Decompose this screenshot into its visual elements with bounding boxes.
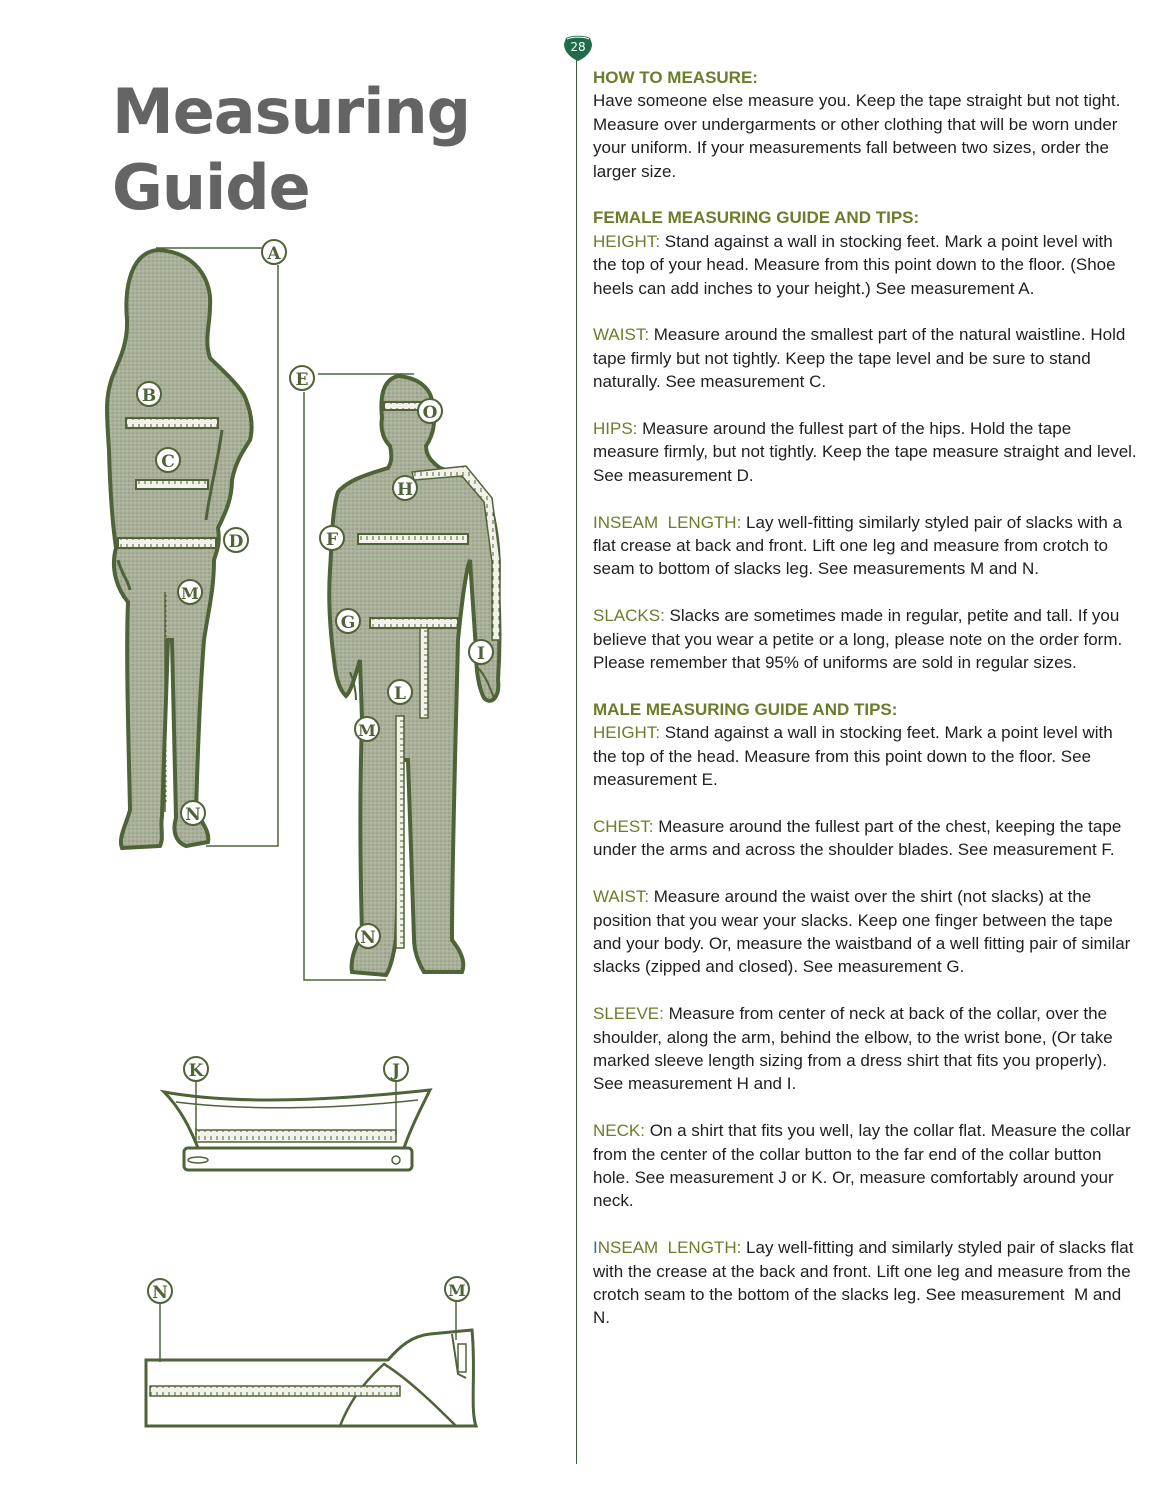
male-waist-section [593,885,1138,979]
label-b [137,382,161,406]
male-inseam-text: Lay well-fitting and similarly styled pair of slacks flat with the crease at the back and front. Lift one leg and measure from the crotch seam to the bottom of the slacks leg. See measurement M and N. [593,1238,1139,1328]
label-c-text: C [161,452,175,472]
label-g [336,609,360,633]
label-i-text: I [477,644,485,664]
label-a-text: A [267,244,281,264]
label-m-female-text: M [181,584,199,603]
female-slacks-text: Slacks are sometimes made in regular, petite and tall. If you believe that you wear a petite or a long, please note on the order form. Please remember that 95% of uniforms are sold in regular sizes. [593,606,1123,673]
male-sleeve-section [593,1002,1138,1096]
female-slacks-section [593,604,1138,674]
label-n-slacks [148,1279,172,1303]
female-inseam-text: Lay well-fitting similarly styled pair of slacks with a flat crease at back and front. Lift one leg and measure from crotch to seam to bottom of slacks leg. See measurements M and N. [593,512,1123,579]
collar-illustration [164,1080,430,1170]
female-waist-text: Measure around the smallest part of the natural waistline. Hold tape firmly but not tightly. Keep the tape level and be sure to stand naturally. See measurement C. [593,325,1126,392]
male-figure [304,374,500,980]
label-m-slacks [445,1277,469,1301]
label-o [418,399,442,423]
male-heading: MALE MEASURING GUIDE AND TIPS: [593,699,898,719]
label-k [184,1057,208,1081]
label-m-slacks-text: M [448,1281,466,1300]
label-m-male-text: M [358,721,376,740]
column-divider [576,56,577,1464]
male-chest-section [593,815,1138,862]
label-d-text: D [228,532,244,552]
female-figure [107,248,278,848]
how-to-heading: HOW TO MEASURE: [593,68,758,87]
label-o-text: O [422,403,438,423]
page-number-badge [563,34,593,62]
female-waist-section [593,323,1138,393]
label-c [156,448,180,472]
label-m-female [178,580,202,604]
male-sleeve-label: SLEEVE: [593,1004,664,1024]
title-line-1: Measuring [112,75,470,148]
male-waist-text: Measure around the waist over the shirt (not slacks) at the position that you wear your slacks. Keep one finger between the tape and your body. Or, measure the waistband of a well fitting pair of similar slacks (zipped and closed). See measurement G. [593,887,1131,977]
male-sleeve-text: Measure from center of neck at back of the collar, over the shoulder, along the arm, behind the elbow, to the wrist bone, (Or take marked sleeve length sizing from a dress shirt that fits you properly). See measurement H and I. [593,1004,1113,1094]
male-inseam-label-first: I [593,1238,598,1258]
label-h [393,476,417,500]
label-i [469,640,493,664]
male-height-label: HEIGHT: [593,723,661,743]
female-inseam-section [593,511,1138,581]
male-neck-text: On a shirt that fits you well, lay the collar flat. Measure the collar from the center of the collar button to the far end of the collar button hole. See measurement J or K. Or, measure comfortably around your neck. [593,1121,1131,1211]
female-height-section [593,206,1138,300]
female-height-label: HEIGHT: [593,231,661,251]
male-waist-label: WAIST: [593,887,650,907]
label-l [388,680,412,704]
label-n-female [181,801,205,825]
label-e [290,366,314,390]
female-hips-text: Measure around the fullest part of the hips. Hold the tape measure firmly, but not tightly. Keep the tape measure straight and level. See measurement D. [593,419,1137,485]
page-number: 28 [570,40,586,54]
male-neck-label: NECK: [593,1121,645,1141]
label-n-female-text: N [185,805,201,825]
female-heading: FEMALE MEASURING GUIDE AND TIPS: [593,208,920,228]
label-l-text: L [394,684,406,704]
title-line-2: Guide [112,151,310,224]
label-j [384,1057,408,1081]
male-height-text: Stand against a wall in stocking feet. Mark a point level with the top of the head. Measure from this point down to the floor. See measurement E. [593,723,1113,790]
female-hips-section [593,417,1138,487]
female-slacks-label: SLACKS: [593,606,665,626]
male-neck-section [593,1119,1138,1213]
label-d [224,528,248,552]
label-f-text: F [325,530,339,550]
measuring-text [593,66,1138,1353]
male-inseam-label: NSEAM LENGTH: [597,1238,742,1258]
label-n-male-text: N [360,928,376,948]
male-chest-label: CHEST: [593,816,654,836]
label-h-text: H [396,480,414,500]
male-height-section [593,698,1138,792]
male-inseam-section [593,1236,1138,1330]
label-f [320,526,344,550]
slacks-illustration [146,1302,476,1426]
how-to-section [593,66,1138,183]
label-m-male [355,717,379,741]
female-inseam-label: INSEAM LENGTH: [593,512,742,532]
female-hips-label: HIPS: [593,419,638,439]
label-e-text: E [295,370,309,390]
label-n-male [356,924,380,948]
label-n-slacks-text: N [152,1283,168,1303]
label-g-text: G [340,613,356,633]
female-height-text: Stand against a wall in stocking feet. Mark a point level with the top of your head. Measure from this point down to the floor. (Shoe heels can add inches to your height.) See measurement A. [593,231,1116,298]
label-j-text: J [391,1061,401,1081]
female-waist-label: WAIST: [593,325,650,345]
how-to-text: Have someone else measure you. Keep the tape straight but not tight. Measure over undergarments or other clothing that will be worn under your uniform. If your measurements fall between two sizes, order the larger size. [593,91,1121,181]
male-chest-text: Measure around the fullest part of the chest, keeping the tape under the arms and across the shoulder blades. See measurement F. [593,816,1122,860]
label-a [262,240,286,264]
label-b-text: B [141,386,157,406]
measuring-illustrations [0,0,560,1496]
label-k-text: K [188,1061,204,1081]
